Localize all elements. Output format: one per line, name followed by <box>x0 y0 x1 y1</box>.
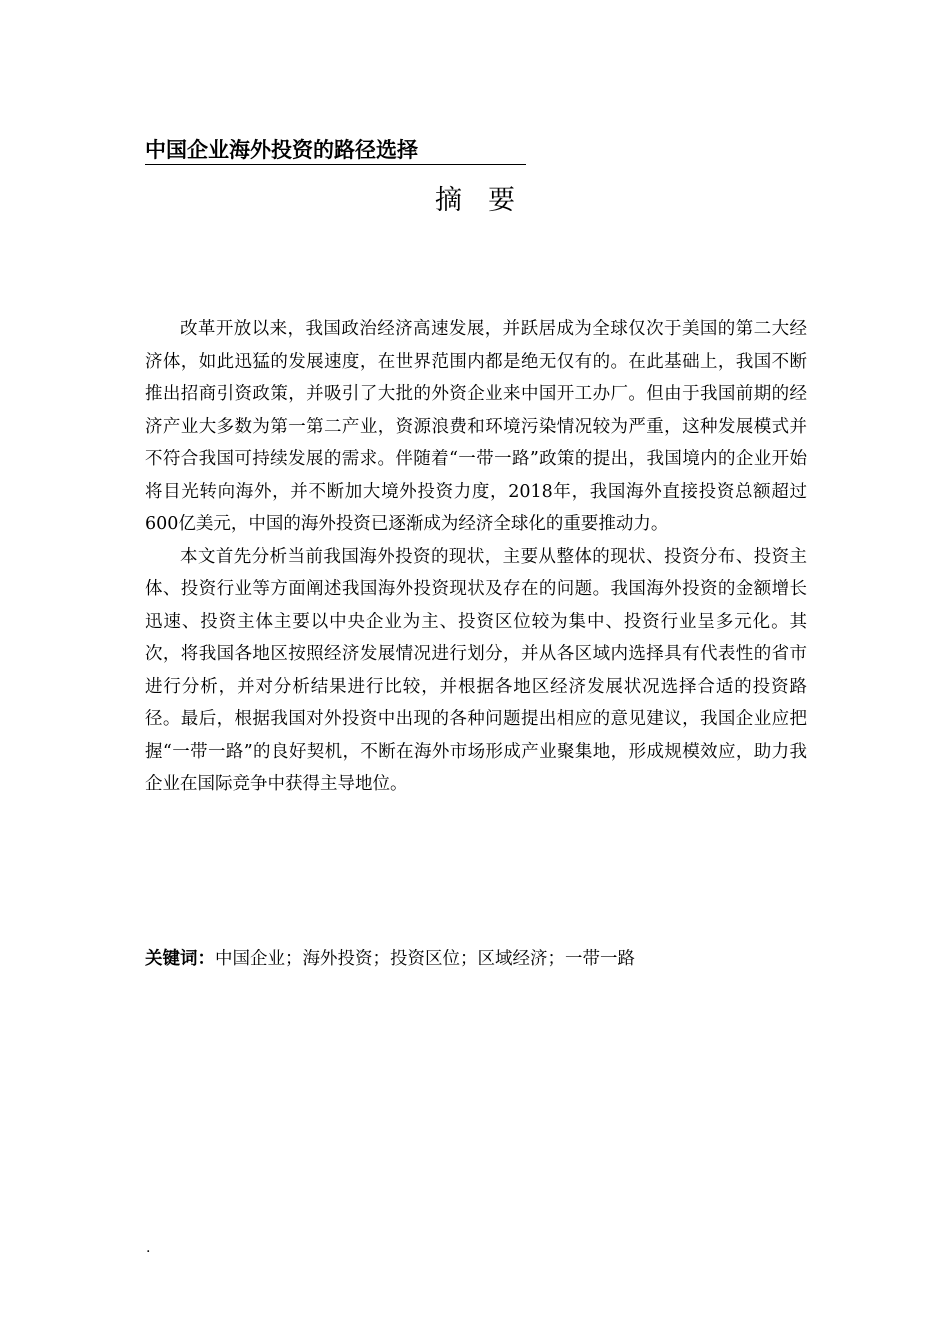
abstract-body <box>145 313 807 801</box>
abstract-heading: 摘要 <box>435 185 541 216</box>
abstract-paragraph-1: 改革开放以来，我国政治经济高速发展，并跃居成为全球仅次于美国的第二大经济体，如此迅猛的发展速度，在世界范围内都是绝无仅有的。在此基础上，我国不断推出招商引资政策，并吸引了大批的外资企业来中国开工办厂。但由于我国前期的经济产业大多数为第一第二产业，资源浪费和环境污染情况较为严重，这种发展模式并不符合我国可持续发展的需求。伴随着“一带一路”政策的提出，我国境内的企业开始将目光转向海外，并不断加大境外投资力度，2018年，我国海外直接投资总额超过600亿美元，中国的海外投资已逐渐成为经济全球化的重要推动力。 <box>145 319 807 534</box>
document-title: 中国企业海外投资的路径选择 <box>145 136 526 165</box>
keywords-line <box>145 943 807 975</box>
abstract-paragraph-2: 本文首先分析当前我国海外投资的现状，主要从整体的现状、投资分布、投资主体、投资行业等方面阐述我国海外投资现状及存在的问题。我国海外投资的金额增长迅速、投资主体主要以中央企业为主、投资区位较为集中、投资行业呈多元化。其次，将我国各地区按照经济发展情况进行划分，并从各区域内选择具有代表性的省市进行分析，并对分析结果进行比较，并根据各地区经济发展状况选择合适的投资路径。最后，根据我国对外投资中出现的各种问题提出相应的意见建议，我国企业应把握“一带一路”的良好契机，不断在海外市场形成产业聚集地，形成规模效应，助力我企业在国际竞争中获得主导地位。 <box>145 546 807 794</box>
footer-mark: . <box>146 1240 151 1256</box>
keywords-label: 关键词： <box>145 949 215 969</box>
keywords-list: 中国企业；海外投资；投资区位；区域经济；一带一路 <box>215 949 635 969</box>
